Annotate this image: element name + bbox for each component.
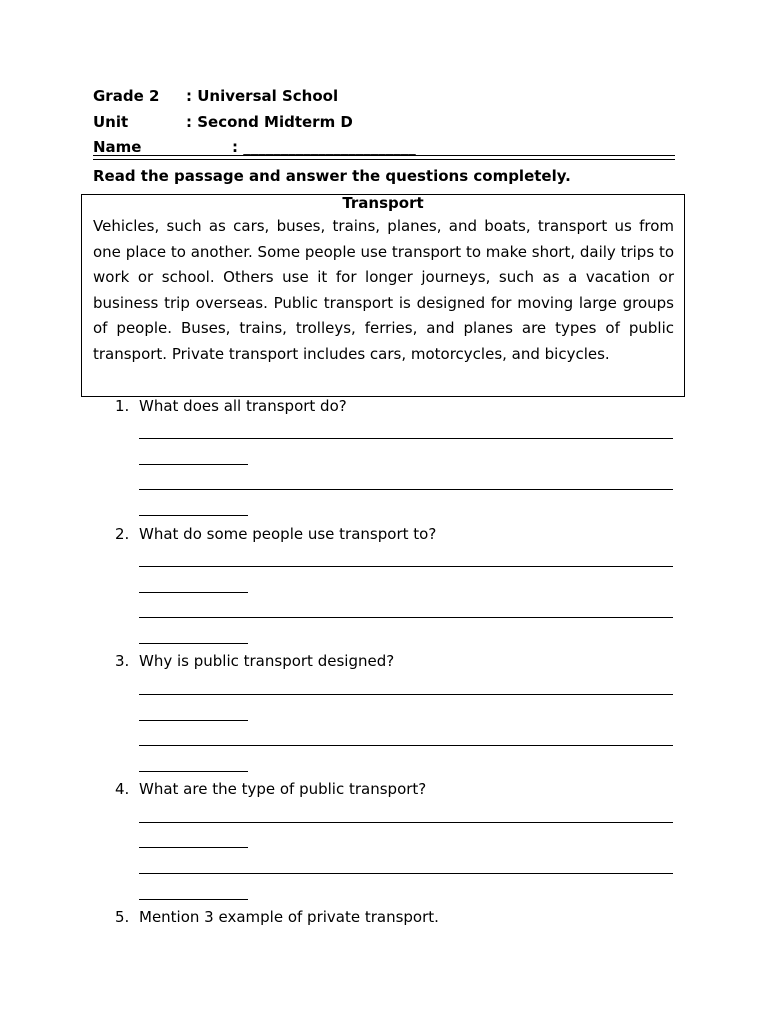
grade-label: Grade 2 <box>93 87 160 105</box>
answer-line[interactable] <box>139 464 248 465</box>
answer-line[interactable] <box>139 489 673 490</box>
answer-line[interactable] <box>139 720 248 721</box>
question-number: 1. <box>115 397 130 415</box>
question-text: What are the type of public transport? <box>139 780 427 798</box>
question-number: 2. <box>115 525 130 543</box>
question-1 <box>115 397 347 415</box>
grade-value: : Universal School <box>186 87 339 105</box>
passage-text: Vehicles, such as cars, buses, trains, planes, and boats, transport us from one place to another. Some people use transport to make short, daily trips to work or school. Others use it for longer journeys, such as a vacation or business trip overseas. Public transport is designed for moving large groups of people. Buses, trains, trolleys, ferries, and planes are types of public transport. Private transport includes cars, motorcycles, and bicycles. <box>93 217 674 363</box>
question-text: Mention 3 example of private transport. <box>139 908 439 926</box>
unit-label: Unit <box>93 113 129 131</box>
instruction-text: Read the passage and answer the questions completely. <box>93 167 571 185</box>
question-4 <box>115 780 426 798</box>
answer-line[interactable] <box>139 694 673 695</box>
question-text: What does all transport do? <box>139 397 347 415</box>
answer-line[interactable] <box>139 873 673 874</box>
question-3 <box>115 652 394 670</box>
answer-line[interactable] <box>139 515 248 516</box>
answer-line[interactable] <box>139 745 673 746</box>
question-5 <box>115 908 439 926</box>
unit-value: : Second Midterm D <box>186 113 353 131</box>
question-2 <box>115 525 436 543</box>
question-number: 3. <box>115 652 130 670</box>
answer-line[interactable] <box>139 771 248 772</box>
passage-box <box>81 194 685 397</box>
answer-line[interactable] <box>139 822 673 823</box>
answer-line[interactable] <box>139 438 673 439</box>
question-number: 4. <box>115 780 130 798</box>
answer-line[interactable] <box>139 847 248 848</box>
answer-line[interactable] <box>139 899 248 900</box>
answer-line[interactable] <box>139 592 248 593</box>
question-text: Why is public transport designed? <box>139 652 395 670</box>
question-text: What do some people use transport to? <box>139 525 437 543</box>
name-field[interactable]: : _______________________ <box>232 138 416 156</box>
question-number: 5. <box>115 908 130 926</box>
answer-line[interactable] <box>139 566 673 567</box>
answer-line[interactable] <box>139 643 248 644</box>
answer-line[interactable] <box>139 617 673 618</box>
passage-title: Transport <box>342 194 424 212</box>
name-label: Name <box>93 138 142 156</box>
header-divider <box>93 155 675 160</box>
